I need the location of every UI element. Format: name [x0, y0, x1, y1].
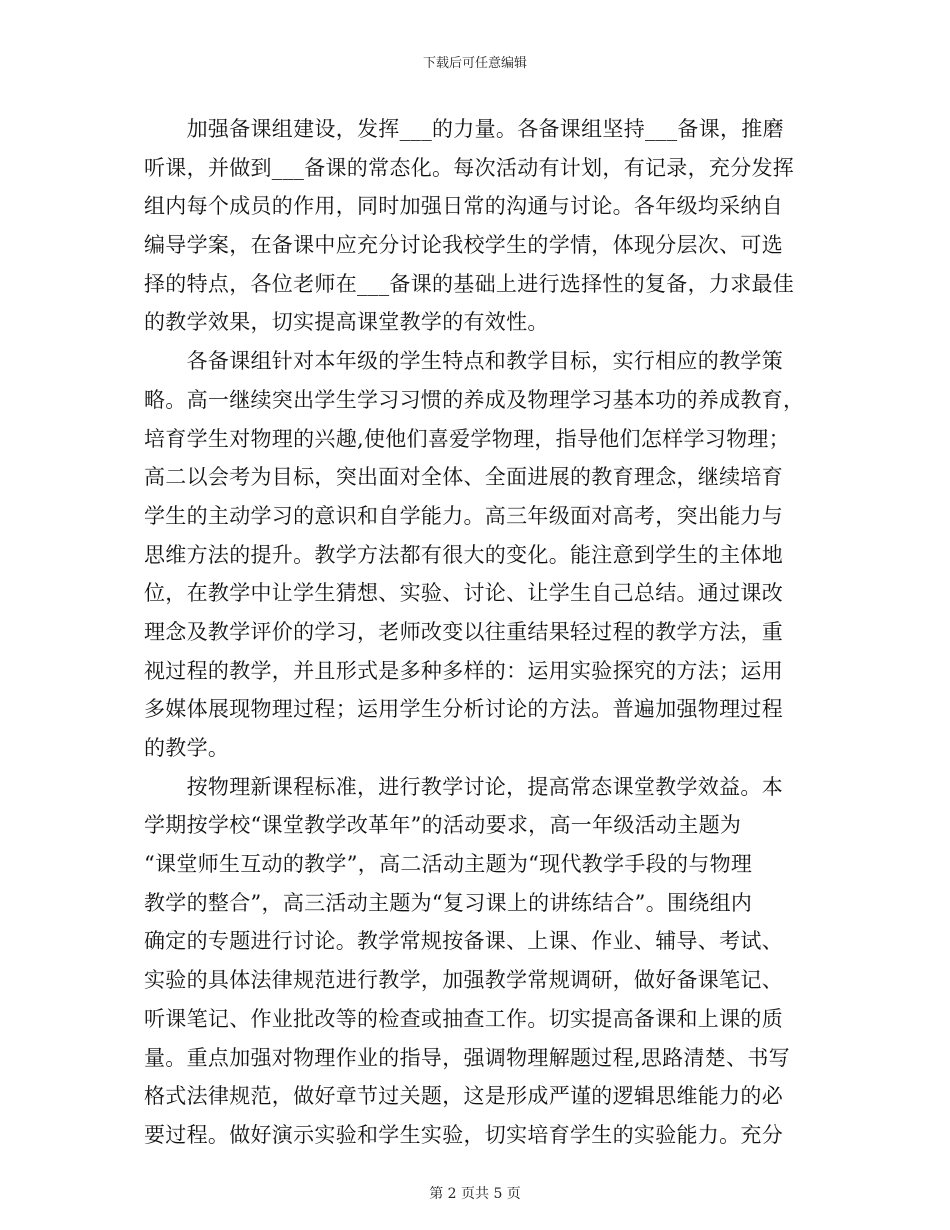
text-line: 思维方法的提升。教学方法都有很大的变化。能注意到学生的主体地: [144, 542, 783, 567]
text-line: 听课笔记、作业批改等的检查或抽查工作。切实提高备课和上课的质: [144, 1006, 783, 1031]
text-line: 高二以会考为目标，突出面对全体、全面进展的教育理念，继续培育: [144, 465, 783, 490]
text-line: 多媒体展现物理过程；运用学生分析讨论的方法。普遍加强物理过程: [144, 697, 783, 722]
text-line: 格式法律规范，做好章节过关题，这是形成严谨的逻辑思维能力的必: [144, 1084, 783, 1109]
text-line: 编导学案，在备课中应充分讨论我校学生的学情，体现分层次、可选: [144, 233, 783, 258]
text-line: 量。重点加强对物理作业的指导，强调物理解题过程,思路清楚、书写: [144, 1045, 790, 1070]
text-line: 培育学生对物理的兴趣,使他们喜爱学物理，指导他们怎样学习物理；: [144, 426, 790, 451]
text-line: 理念及教学评价的学习，老师改变以往重结果轻过程的教学方法，重: [144, 619, 783, 644]
page-header: 下载后可任意编辑: [422, 56, 527, 71]
text-line: 择的特点，各位老师在___备课的基础上进行选择性的复备，力求最佳: [144, 271, 795, 296]
text-line: 略。高一继续突出学生学习习惯的养成及物理学习基本功的养成教育，: [144, 387, 805, 412]
text-line: 位，在教学中让学生猜想、实验、讨论、让学生自己总结。通过课改: [144, 581, 783, 606]
text-line: 组内每个成员的作用，同时加强日常的沟通与讨论。各年级均采纳自: [144, 194, 783, 219]
text-line: 教学的整合”，高三活动主题为“复习课上的讲练结合”。围绕组内: [144, 890, 753, 915]
text-line: 视过程的教学，并且形式是多种多样的：运用实验探究的方法；运用: [144, 658, 783, 683]
text-line: 的教学。: [144, 736, 230, 760]
text-line: 听课，并做到___备课的常态化。每次活动有计划，有记录，充分发挥: [144, 155, 795, 180]
page-footer: 第 2 页共 5 页: [429, 1186, 521, 1202]
text-line: 加强备课组建设，发挥___的力量。各备课组坚持___备课，推磨: [144, 117, 784, 141]
text-line: “课堂师生互动的教学”，高二活动主题为“现代教学手段的与物理: [144, 852, 753, 877]
text-line: 学期按学校“课堂教学改革年”的活动要求，高一年级活动主题为: [144, 813, 742, 838]
text-line: 学生的主动学习的意识和自学能力。高三年级面对高考，突出能力与: [144, 503, 783, 528]
text-line: 确定的专题进行讨论。教学常规按备课、上课、作业、辅导、考试、: [144, 929, 783, 954]
text-line: 按物理新课程标准，进行教学讨论，提高常态课堂教学效益。本: [144, 774, 783, 799]
document-body: [144, 110, 812, 1155]
text-line: 各备课组针对本年级的学生特点和教学目标，实行相应的教学策: [144, 349, 783, 374]
text-line: 实验的具体法律规范进行教学，加强教学常规调研，做好备课笔记、: [144, 968, 783, 993]
text-line: 要过程。做好演示实验和学生实验，切实培育学生的实验能力。充分: [144, 1122, 783, 1147]
text-line: 的教学效果，切实提高课堂教学的有效性。: [144, 310, 549, 335]
